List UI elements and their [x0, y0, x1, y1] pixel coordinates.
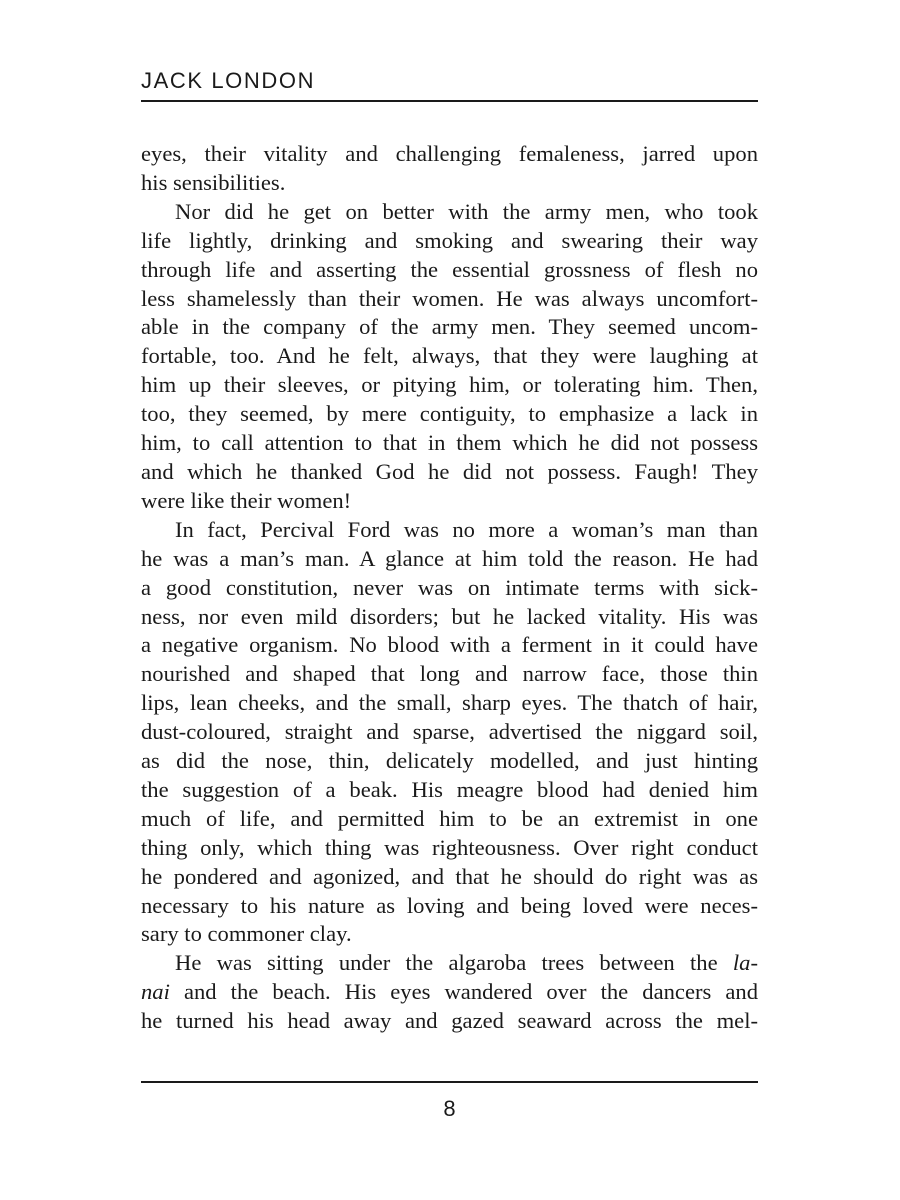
- text-line: eyes, their vitality and challenging femaleness, jarred upon: [141, 141, 758, 166]
- text-line: he was a man’s man. A glance at him told the reason. He had: [141, 545, 758, 571]
- text-line: dust-coloured, straight and sparse, advertised the niggard soil,: [141, 719, 758, 745]
- paragraph: [141, 198, 758, 516]
- text-line: able in the company of the army men. They seemed uncom-: [141, 314, 758, 340]
- text-line: less shamelessly than their women. He was always uncomfort-: [141, 285, 758, 311]
- text-line: lips, lean cheeks, and the small, sharp eyes. The thatch of hair,: [141, 690, 758, 716]
- paragraph: [141, 140, 758, 198]
- text-line: him up their sleeves, or pitying him, or tolerating him. Then,: [141, 372, 758, 398]
- paragraph: [141, 949, 758, 1036]
- text-line: In fact, Percival Ford was no more a woman’s man than: [175, 516, 758, 542]
- text-line: sary to commoner clay.: [141, 921, 352, 947]
- footer-rule: [141, 1081, 758, 1083]
- body-text: [141, 140, 758, 1036]
- text-line: nourished and shaped that long and narrow face, those thin: [141, 661, 758, 687]
- text-line: He was sitting under the algaroba trees between the la-: [175, 950, 758, 976]
- text-line: were like their women!: [141, 487, 352, 513]
- page-number: 8: [443, 1096, 456, 1121]
- text-line: he turned his head away and gazed seaward across the mel-: [141, 1008, 758, 1034]
- paragraph: [141, 516, 758, 950]
- text-line: he pondered and agonized, and that he should do right was as: [141, 863, 758, 889]
- text-line: necessary to his nature as loving and being loved were neces-: [141, 892, 758, 918]
- italic-word: nai: [141, 979, 170, 1005]
- header-rule: [141, 100, 758, 102]
- italic-word: la-: [732, 950, 758, 976]
- text-line: thing only, which thing was righteousness. Over right conduct: [141, 834, 758, 860]
- text-line: ness, nor even mild disorders; but he lacked vitality. His was: [141, 603, 758, 629]
- text-line: the suggestion of a beak. His meagre blood had denied him: [141, 776, 758, 802]
- text-line: Nor did he get on better with the army men, who took: [175, 198, 758, 224]
- text-line: a negative organism. No blood with a ferment in it could have: [141, 632, 758, 658]
- text-line: as did the nose, thin, delicately modelled, and just hinting: [141, 748, 758, 774]
- text-line: and which he thanked God he did not possess. Faugh! They: [141, 458, 758, 484]
- text-line: him, to call attention to that in them which he did not possess: [141, 430, 758, 456]
- text-line: a good constitution, never was on intimate terms with sick-: [141, 574, 758, 600]
- text-line: through life and asserting the essential grossness of flesh no: [141, 256, 758, 282]
- text-line: his sensibilities.: [141, 169, 286, 195]
- text-line: much of life, and permitted him to be an extremist in one: [141, 805, 758, 831]
- text-line: fortable, too. And he felt, always, that they were laughing at: [141, 343, 758, 369]
- running-head: JACK LONDON: [141, 68, 316, 93]
- text-line: too, they seemed, by mere contiguity, to emphasize a lack in: [141, 401, 758, 427]
- text-line: life lightly, drinking and smoking and swearing their way: [141, 227, 758, 253]
- text-line: nai and the beach. His eyes wandered over the dancers and: [141, 979, 758, 1005]
